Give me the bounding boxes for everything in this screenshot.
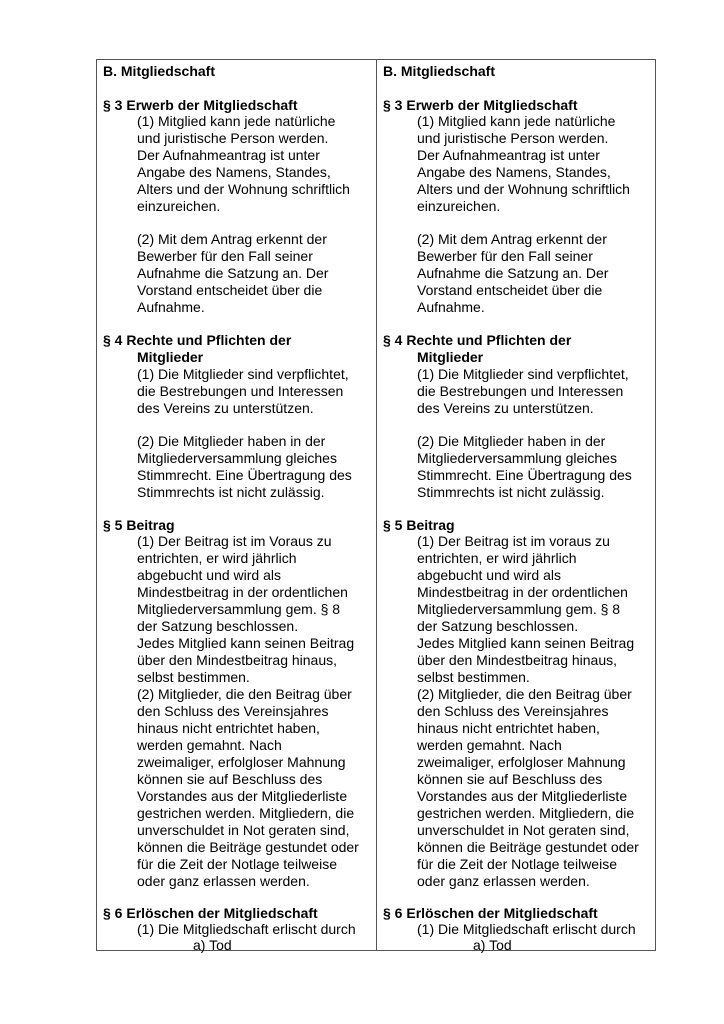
section-4-heading-cont: Mitglieder: [137, 349, 204, 365]
text-line: (1) Mitglied kann jede natürliche: [137, 113, 336, 129]
section-6-heading: § 6 Erlöschen der Mitgliedschaft: [103, 905, 318, 921]
text-line: Alters und der Wohnung schriftlich: [137, 181, 350, 197]
text-line: Vorstand entscheidet über die: [137, 282, 323, 298]
text-line: Alters und der Wohnung schriftlich: [417, 181, 630, 197]
text-line: des Vereins zu unterstützen.: [137, 400, 314, 416]
text-line: die Bestrebungen und Interessen: [137, 383, 344, 399]
text-line: Der Aufnahmeantrag ist unter: [417, 147, 600, 163]
section-3-heading: § 3 Erwerb der Mitgliedschaft: [103, 97, 298, 113]
text-line: Angabe des Namens, Standes,: [137, 164, 331, 180]
text-line: Mindestbeitrag in der ordentlichen: [417, 584, 628, 600]
section-4-heading: § 4 Rechte und Pflichten der: [383, 332, 572, 348]
text-line: den Schluss des Vereinsjahres: [417, 703, 609, 719]
text-line: entrichten, er wird jährlich: [137, 550, 297, 566]
text-line: des Vereins zu unterstützen.: [417, 400, 594, 416]
text-line: Mitgliederversammlung gem. § 8: [417, 601, 621, 617]
text-line: (1) Die Mitglieder sind verpflichtet,: [417, 366, 629, 382]
text-line: (2) Mitglieder, die den Beitrag über: [417, 686, 632, 702]
text-line: Aufnahme.: [137, 299, 205, 315]
text-line: werden gemahnt. Nach: [137, 737, 282, 753]
text-line: für die Zeit der Notlage teilweise: [417, 856, 617, 872]
text-line: zweimaliger, erfolgloser Mahnung: [417, 754, 626, 770]
text-line: Jedes Mitglied kann seinen Beitrag: [417, 635, 635, 651]
text-line: den Schluss des Vereinsjahres: [137, 703, 329, 719]
section-3-heading: § 3 Erwerb der Mitgliedschaft: [383, 97, 578, 113]
text-line: Vorstandes aus der Mitgliederliste: [137, 788, 348, 804]
section-5-heading: § 5 Beitrag: [103, 517, 175, 533]
text-line: Mitgliederversammlung gem. § 8: [137, 601, 341, 617]
text-line: und juristische Person werden.: [417, 130, 609, 146]
section-title: B. Mitgliedschaft: [103, 63, 216, 79]
text-line: (1) Der Beitrag ist im Voraus zu: [137, 533, 332, 549]
text-line: Bewerber für den Fall seiner: [137, 248, 313, 264]
text-line: unverschuldet in Not geraten sind,: [417, 822, 630, 838]
text-line: der Satzung beschlossen.: [137, 618, 299, 634]
text-line: selbst bestimmen.: [417, 669, 530, 685]
text-line: Angabe des Namens, Standes,: [417, 164, 611, 180]
text-line: können die Beiträge gestundet oder: [417, 839, 639, 855]
text-line: Stimmrechts ist nicht zulässig.: [417, 484, 605, 500]
text-line: abgebucht und wird als: [417, 567, 561, 583]
text-line: Mindestbeitrag in der ordentlichen: [137, 584, 348, 600]
text-line: über den Mindestbeitrag hinaus,: [137, 652, 338, 668]
section-5-heading: § 5 Beitrag: [383, 517, 455, 533]
section-6-item-a: a) Tod: [193, 937, 232, 953]
text-line: Mitgliederversammlung gleiches: [137, 450, 337, 466]
text-line: einzureichen.: [417, 198, 501, 214]
text-line: Stimmrecht. Eine Übertragung des: [417, 467, 632, 483]
text-line: Aufnahme die Satzung an. Der: [137, 265, 329, 281]
text-line: (1) Der Beitrag ist im voraus zu: [417, 533, 610, 549]
section-4-heading-cont: Mitglieder: [417, 349, 484, 365]
two-column-table: [96, 59, 656, 951]
text-line: Vorstandes aus der Mitgliederliste: [417, 788, 628, 804]
text-line: Stimmrechts ist nicht zulässig.: [137, 484, 325, 500]
text-line: unverschuldet in Not geraten sind,: [137, 822, 350, 838]
text-line: abgebucht und wird als: [137, 567, 281, 583]
text-line: entrichten, er wird jährlich: [417, 550, 577, 566]
text-line: gestrichen werden. Mitgliedern, die: [417, 805, 635, 821]
text-line: (1) Die Mitglieder sind verpflichtet,: [137, 366, 349, 382]
section-title: B. Mitgliedschaft: [383, 63, 496, 79]
text-line: können sie auf Beschluss des: [417, 771, 603, 787]
text-line: Vorstand entscheidet über die: [417, 282, 603, 298]
text-line: Mitgliederversammlung gleiches: [417, 450, 617, 466]
text-line: hinaus nicht entrichtet haben,: [137, 720, 320, 736]
section-6-item-a: a) Tod: [473, 937, 512, 953]
text-line: die Bestrebungen und Interessen: [417, 383, 624, 399]
text-line: und juristische Person werden.: [137, 130, 329, 146]
text-line: Jedes Mitglied kann seinen Beitrag: [137, 635, 355, 651]
text-line: Aufnahme die Satzung an. Der: [417, 265, 609, 281]
section-6-paragraph-1: (1) Die Mitgliedschaft erlischt durch: [137, 921, 356, 937]
text-line: Bewerber für den Fall seiner: [417, 248, 593, 264]
section-6-heading: § 6 Erlöschen der Mitgliedschaft: [383, 905, 598, 921]
text-line: der Satzung beschlossen.: [417, 618, 579, 634]
text-line: (2) Mit dem Antrag erkennt der: [137, 231, 327, 247]
text-line: (2) Mit dem Antrag erkennt der: [417, 231, 607, 247]
text-line: werden gemahnt. Nach: [417, 737, 562, 753]
text-line: hinaus nicht entrichtet haben,: [417, 720, 600, 736]
text-line: selbst bestimmen.: [137, 669, 250, 685]
text-line: einzureichen.: [137, 198, 221, 214]
text-line: (1) Mitglied kann jede natürliche: [417, 113, 616, 129]
text-line: zweimaliger, erfolgloser Mahnung: [137, 754, 346, 770]
text-line: für die Zeit der Notlage teilweise: [137, 856, 337, 872]
text-line: können sie auf Beschluss des: [137, 771, 323, 787]
section-4-heading: § 4 Rechte und Pflichten der: [103, 332, 292, 348]
text-line: (2) Mitglieder, die den Beitrag über: [137, 686, 352, 702]
text-line: über den Mindestbeitrag hinaus,: [417, 652, 618, 668]
section-6-paragraph-1: (1) Die Mitgliedschaft erlischt durch: [417, 921, 636, 937]
column-divider: [376, 60, 377, 950]
text-line: Der Aufnahmeantrag ist unter: [137, 147, 320, 163]
text-line: oder ganz erlassen werden.: [137, 873, 310, 889]
text-line: Stimmrecht. Eine Übertragung des: [137, 467, 352, 483]
text-line: können die Beiträge gestundet oder: [137, 839, 359, 855]
text-line: (2) Die Mitglieder haben in der: [137, 433, 326, 449]
text-line: Aufnahme.: [417, 299, 485, 315]
text-line: gestrichen werden. Mitgliedern, die: [137, 805, 355, 821]
text-line: oder ganz erlassen werden.: [417, 873, 590, 889]
text-line: (2) Die Mitglieder haben in der: [417, 433, 606, 449]
